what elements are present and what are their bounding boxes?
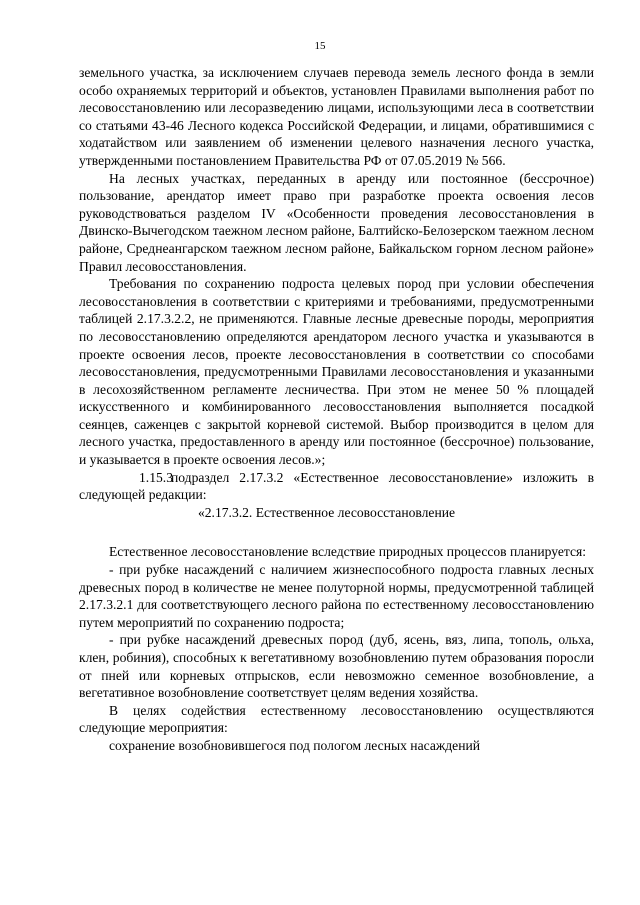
- section-heading: «2.17.3.2. Естественное лесовосстановление: [197, 504, 456, 520]
- paragraph: сохранение возобновившегося под пологом лесных насаждений: [109, 737, 481, 753]
- spacer: [79, 535, 594, 543]
- item-text: подраздел 2.17.3.2 «Естественное лесовосстановление» изложить в следующей редакции:: [79, 469, 594, 503]
- paragraph: Естественное лесовосстановление вследствие природных процессов планируется:: [109, 544, 587, 560]
- list-item: - при рубке насаждений древесных пород (дуб, ясень, вяз, липа, тополь, ольха, клен, робиния), способных к вегетативному возобновлению путем образования поросли от пней или корневых отпрысков, если невозможно семенное возобновление, а вегетативное возобновление соответствует целям ведения хозяйства.: [79, 632, 594, 701]
- item-number: 1.15.3: [139, 469, 173, 485]
- list-item: - при рубке насаждений с наличием жизнеспособного подроста главных лесных древесных пород в количестве не менее полуторной нормы, предусмотренной таблицей 2.17.3.2.1 для соответствующего лесного района по естественному лесовосстановлению путем мероприятий по сохранению подроста;: [79, 562, 594, 630]
- amendment-item: [79, 469, 594, 504]
- document-body: [79, 64, 594, 755]
- paragraph: земельного участка, за исключением случаев перевода земель лесного фонда в земли особо охраняемых территорий и объектов, установлен Правилами выполнения работ по лесовосстановлению или лесоразведению лицами, использующими леса в соответствии со статьями 43-46 Лесного кодекса Российской Федерации, и лицами, обратившимися с ходатайством или заявлением об изменении целевого назначения лесного участка, утвержденными постановлением Правительства РФ от 07.05.2019 № 566.: [79, 65, 594, 168]
- page-number: 15: [314, 40, 326, 52]
- paragraph: Требования по сохранению подроста целевых пород при условии обеспечения лесовосстановления в соответствии с критериями и требованиями, предусмотренными таблицей 2.17.3.2.2, не применяются. Главные лесные древесные породы, мероприятия по лесовосстановлению определяются арендатором лесного участка и указываются в проекте освоения лесов, проекте лесовосстановления в соответствии со способами лесовосстановления, предусмотренными Правилами лесовосстановления и указанными в лесохозяйственном регламенте лесничества. При этом не менее 50 % площадей искусственного и комбинированного лесовосстановления выполняется посадкой сеянцев, саженцев с закрытой корневой системой. Выбор производится в целом для лесного участка, предоставленного в аренду или постоянное (бессрочное) пользование, и указывается в проекте освоения лесов.»;: [79, 276, 594, 468]
- paragraph: В целях содействия естественному лесовосстановлению осуществляются следующие мероприятия:: [79, 702, 594, 736]
- paragraph: На лесных участках, переданных в аренду или постоянное (бессрочное) пользование, арендатор имеет право при разработке проекта освоения лесов руководствоваться разделом IV «Особенности проведения лесовосстановления в Двинско-Вычегодском таежном лесном районе, Балтийско-Белозерском таежном лесном районе, Среднеангарском таежном лесном районе, Байкальском горном лесном районе» Правил лесовосстановления.: [79, 170, 594, 274]
